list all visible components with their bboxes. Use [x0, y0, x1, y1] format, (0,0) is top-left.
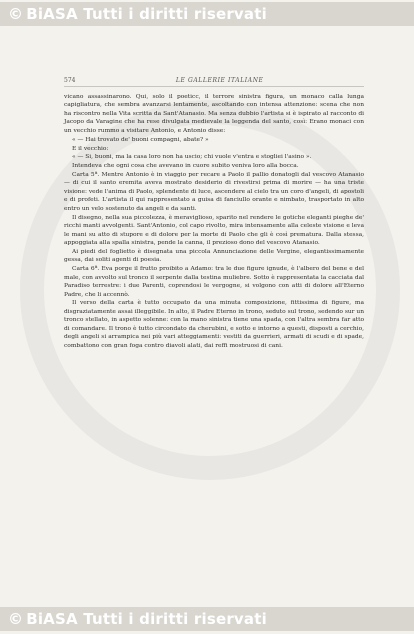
- watermark-banner-top: [0, 2, 414, 26]
- paragraph: Carta 5ª. Mentre Antonio è in viaggio per recare a Paolo il pallio donatogli dal vescovo Atanasio — di cui il santo eremita aveva mostrato desiderio di rivestirsi prima di morire — ha una triste visione: vede l'anima di Paolo, splendente di luce, ascendere al cielo tra un coro d'angeli, di apostoli e di profeti. L'artista il qui rappresentato a guisa di fanciullo orante e nimbato, trasportato in alto entro un velo sostenuto da angeli e da santi.: [64, 172, 364, 212]
- paragraph: Intendeva che ogni cosa che avevano in cuore subito veniva loro alla bocca.: [72, 163, 299, 170]
- paragraph: « — Si, buoni, ma la casa loro non ha uscio; chi vuole v'entra e stogliei l'asino ».: [72, 154, 312, 161]
- paragraph: Il disegno, nella sua piccolezza, è meraviglioso, sparito nel rendere le gotiche eleganti pieghe de' ricchi manti avvolgenti. Sant'Antonio, col capo rivolto, mira intensamente alla celeste visione e leva le mani su atto di stupore e di dolore per la morte di Paolo che gli è così prematura. Dalla stessa, appoggiata alla spalla sinistra, pende la canna, il prezioso dono del vescovo Atanasio.: [64, 214, 364, 247]
- paragraph: Il verso della carta è tutto occupato da una minuta composizione, fittissima di figure, ma disgraziatamente assai illeggibile. In alto, il Padre Eterno in trono, seduto sul trono, sedendo sur un tronco stellato, in aspetto solenne: con la mano sinistra tiene una spada, con l'altra sembra far atto di comandare. Il trono è tutto circondato da cherubini, e sotto e intorno a questi, disposti a cerchio, degli angeli si arrampica nei più vari atteggiamenti: vestiti da guerrieri, armati di scudi e di spade, combattono con gran foga contro diavoli alati, dai reffi mostruosi di cani.: [64, 300, 364, 349]
- paragraph: Ai piedi del foglietto è disegnata una piccola Annunciazione delle Vergine, elegantissimamente gessa, dai soliti agenti di poesia.: [64, 248, 364, 264]
- paragraph: E il vecchio:: [72, 145, 109, 152]
- book-page: [64, 77, 364, 350]
- watermark-banner-bottom: [0, 607, 414, 631]
- watermark-text: BiASA Tutti i diritti riservati: [26, 5, 267, 23]
- running-title: LE GALLERIE ITALIANE: [175, 77, 264, 84]
- copyright-symbol: ©: [8, 610, 24, 628]
- paragraph: « — Hai trovato de' buoni compagni, abate? »: [72, 136, 209, 143]
- paragraph: vicano assassinarono. Qui, solo il poeticc, il terrore sinistra figura, un monaco calla lunga capigliatura, che sembra avanzarsi lentamente, ascoltando con intensa attenzione: scena che non ha riscontro nella Vita scritta da Sant'Atanasio. Ma senza dubbio l'artista si è ispirato al racconto di Jacopo da Varagine che ha rese divulgata medievale la leggenda del santo, così: Erano monaci con un vecchio rummo a visitare Antonio, e Antonio disse:: [64, 94, 364, 134]
- copyright-symbol: ©: [8, 5, 24, 23]
- running-head: [64, 77, 364, 87]
- page-number: 574: [64, 77, 76, 84]
- watermark-text: BiASA Tutti i diritti riservati: [26, 610, 267, 628]
- paragraph: Carta 6ª. Eva porge il frutto proibito a Adamo: tra le due figure ignude, è l'albero del bene e del male, con avvolto sul tronco il serpente dalla testina muliebre. Sotto è rappresentata la cacciata dal Paradiso terrestre: i due Parenti, coprendosi le vergogne, si volgono con atti di dolore all'Eterno Padre, che li accennò.: [64, 266, 364, 298]
